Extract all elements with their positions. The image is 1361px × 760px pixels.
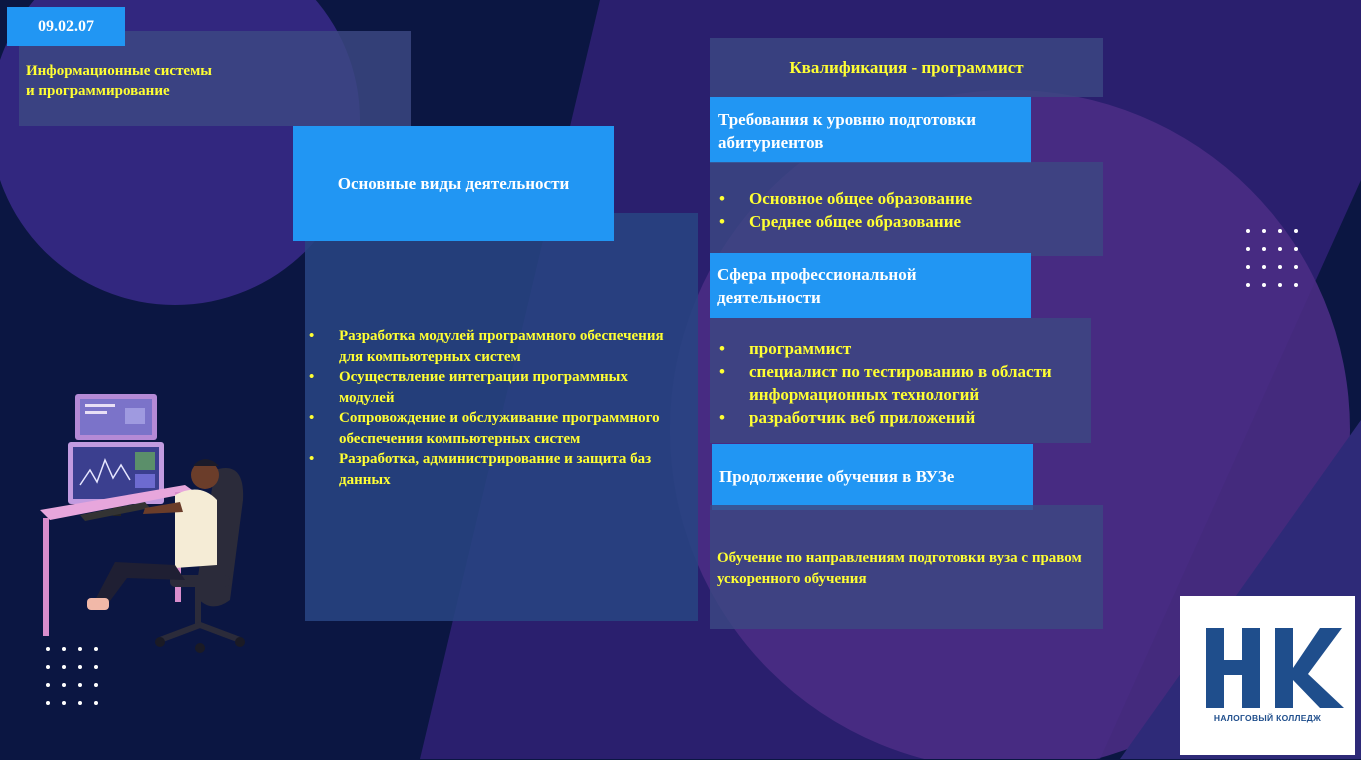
sphere-item: • специалист по тестированию в области информационных технологий xyxy=(749,360,1089,406)
programmer-at-desk-illustration xyxy=(35,390,255,665)
qualification-text: Квалификация - программист xyxy=(789,57,1024,77)
requirements-title: Требования к уровню подготовки абитуриентов xyxy=(710,97,1031,163)
specialty-line1: Информационные системы xyxy=(26,63,213,79)
code-badge: 09.02.07 xyxy=(7,7,125,46)
college-logo xyxy=(1180,596,1355,755)
sphere-item: • программист xyxy=(749,337,1089,360)
activities-panel xyxy=(305,213,698,621)
requirements-list xyxy=(749,187,972,233)
nk-logo-icon xyxy=(1180,596,1355,755)
requirements-panel xyxy=(710,162,1103,256)
continuation-text: Обучение по направлениям подготовки вуза с правом ускоренного обучения xyxy=(717,550,1082,587)
sphere-title: Сфера профессиональной деятельности xyxy=(710,253,1031,318)
specialty-line2: и программирование xyxy=(26,83,170,99)
requirement-item: • Среднее общее образование xyxy=(749,210,972,233)
activity-item: • Сопровождение и обслуживание программного обеспечения компьютерных систем xyxy=(339,408,679,449)
logo-caption: НАЛОГОВЫЙ КОЛЛЕДЖ xyxy=(1213,713,1322,723)
activity-item: • Разработка, администрирование и защита баз данных xyxy=(339,449,679,490)
activity-item: • Разработка модулей программного обеспечения для компьютерных систем xyxy=(339,326,679,367)
dot-grid-right xyxy=(1246,229,1298,289)
activities-title: Основные виды деятельности xyxy=(293,126,614,241)
requirement-item: • Основное общее образование xyxy=(749,187,972,210)
sphere-item: • разработчик веб приложений xyxy=(749,406,1089,429)
sphere-panel xyxy=(710,318,1091,443)
qualification-panel xyxy=(710,38,1103,97)
sphere-list xyxy=(749,337,1089,429)
activity-item: • Осуществление интеграции программных модулей xyxy=(339,367,679,408)
continuation-title: Продолжение обучения в ВУЗе xyxy=(712,444,1033,510)
activities-list xyxy=(339,326,679,490)
continuation-panel xyxy=(710,505,1103,629)
